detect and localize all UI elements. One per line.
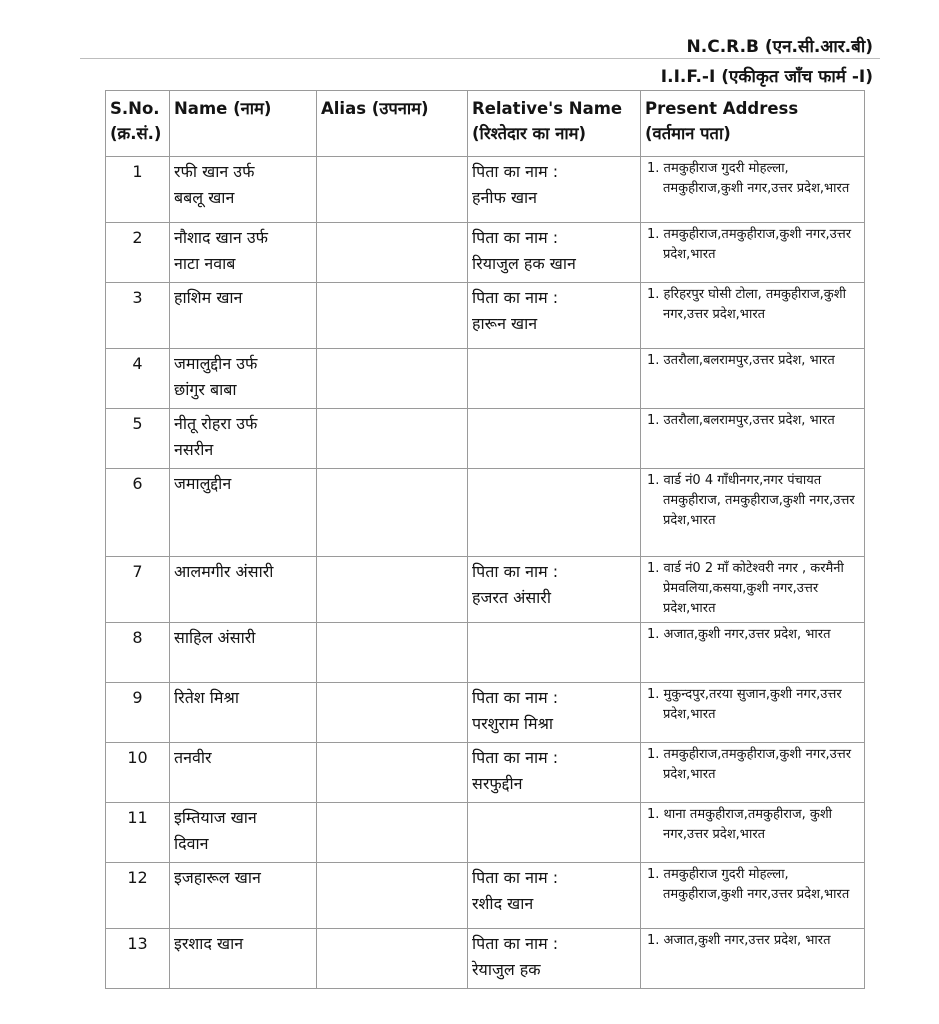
- table-row: [106, 743, 865, 803]
- header-label: S.No.: [110, 99, 160, 118]
- cell-alias: [317, 863, 468, 929]
- agency-title: N.C.R.B (एन.सी.आर.बी): [686, 37, 873, 57]
- cell-relative: [468, 283, 641, 349]
- header-label: Name (नाम): [174, 99, 272, 118]
- cell-address: [641, 683, 865, 743]
- relative-line: पिता का नाम :: [472, 162, 559, 181]
- cell-address: [641, 223, 865, 283]
- cell-name: [170, 469, 317, 557]
- address-text: 1. थाना तमकुहीराज,तमकुहीराज, कुशी नगर,उत्तर प्रदेश,भारत: [647, 807, 833, 842]
- cell-sno: 9: [106, 683, 170, 743]
- cell-relative: [468, 929, 641, 989]
- name-line: जमालुद्दीन उर्फ: [174, 354, 258, 373]
- cell-alias: [317, 157, 468, 223]
- table-row: [106, 623, 865, 683]
- cell-relative: [468, 623, 641, 683]
- cell-address: [641, 157, 865, 223]
- cell-name: [170, 623, 317, 683]
- accused-table: [105, 90, 865, 989]
- table-row: [106, 283, 865, 349]
- table-row: [106, 223, 865, 283]
- cell-alias: [317, 803, 468, 863]
- col-header-address: [641, 91, 865, 157]
- cell-name: [170, 157, 317, 223]
- relative-line: पिता का नाम :: [472, 288, 559, 307]
- address-text: 1. उतरौला,बलरामपुर,उत्तर प्रदेश, भारत: [647, 353, 835, 368]
- relative-line: पिता का नाम :: [472, 562, 559, 581]
- cell-relative: [468, 223, 641, 283]
- name-line: आलमगीर अंसारी: [174, 562, 274, 581]
- name-line: इम्तियाज खान: [174, 808, 257, 827]
- cell-alias: [317, 409, 468, 469]
- table-row: [106, 803, 865, 863]
- cell-sno: 5: [106, 409, 170, 469]
- cell-relative: [468, 683, 641, 743]
- cell-sno: 8: [106, 623, 170, 683]
- relative-line: हारून खान: [472, 314, 538, 333]
- cell-sno: 12: [106, 863, 170, 929]
- table-row: [106, 557, 865, 623]
- cell-sno: 10: [106, 743, 170, 803]
- cell-alias: [317, 223, 468, 283]
- name-line: इरशाद खान: [174, 934, 244, 953]
- header-label: Alias (उपनाम): [321, 99, 429, 118]
- name-line: बबलू खान: [174, 188, 235, 207]
- cell-alias: [317, 557, 468, 623]
- name-line: रफी खान उर्फ: [174, 162, 255, 181]
- relative-line: परशुराम मिश्रा: [472, 714, 554, 733]
- address-text: 1. तमकुहीराज,तमकुहीराज,कुशी नगर,उत्तर प्रदेश,भारत: [647, 227, 852, 262]
- name-line: साहिल अंसारी: [174, 628, 256, 647]
- cell-sno: 7: [106, 557, 170, 623]
- table-row: [106, 469, 865, 557]
- cell-sno: 11: [106, 803, 170, 863]
- name-line: नसरीन: [174, 440, 214, 459]
- address-text: 1. तमकुहीराज गुदरी मोहल्ला, तमकुहीराज,कुशी नगर,उत्तर प्रदेश,भारत: [647, 161, 850, 196]
- col-header-name: [170, 91, 317, 157]
- header-rule: [80, 58, 880, 59]
- cell-address: [641, 349, 865, 409]
- name-line: नीतू रोहरा उर्फ: [174, 414, 258, 433]
- cell-name: [170, 349, 317, 409]
- name-line: छांगुर बाबा: [174, 380, 237, 399]
- address-text: 1. वार्ड नं0 4 गाँधीनगर,नगर पंचायत तमकुहीराज, तमकुहीराज,कुशी नगर,उत्तर प्रदेश,भारत: [647, 473, 855, 528]
- cell-name: [170, 557, 317, 623]
- relative-line: पिता का नाम :: [472, 934, 559, 953]
- cell-relative: [468, 409, 641, 469]
- cell-address: [641, 557, 865, 623]
- name-line: जमालुद्दीन: [174, 474, 232, 493]
- col-header-sno: [106, 91, 170, 157]
- relative-line: सरफुद्दीन: [472, 774, 523, 793]
- cell-name: [170, 743, 317, 803]
- table-row: [106, 409, 865, 469]
- name-line: हाशिम खान: [174, 288, 243, 307]
- cell-address: [641, 929, 865, 989]
- name-line: नाटा नवाब: [174, 254, 236, 273]
- relative-line: पिता का नाम :: [472, 868, 559, 887]
- cell-alias: [317, 349, 468, 409]
- cell-relative: [468, 863, 641, 929]
- relative-line: पिता का नाम :: [472, 688, 559, 707]
- cell-relative: [468, 557, 641, 623]
- cell-relative: [468, 803, 641, 863]
- cell-name: [170, 409, 317, 469]
- cell-sno: 13: [106, 929, 170, 989]
- address-text: 1. अजात,कुशी नगर,उत्तर प्रदेश, भारत: [647, 933, 831, 948]
- relative-line: रेयाजुल हक: [472, 960, 541, 979]
- header-label: (रिश्तेदार का नाम): [472, 124, 587, 143]
- cell-address: [641, 409, 865, 469]
- table-row: [106, 157, 865, 223]
- table-row: [106, 683, 865, 743]
- table-row: [106, 929, 865, 989]
- cell-alias: [317, 929, 468, 989]
- relative-line: पिता का नाम :: [472, 748, 559, 767]
- address-text: 1. तमकुहीराज गुदरी मोहल्ला, तमकुहीराज,कुशी नगर,उत्तर प्रदेश,भारत: [647, 867, 850, 902]
- name-line: इजहारूल खान: [174, 868, 261, 887]
- table-header-row: [106, 91, 865, 157]
- name-line: नौशाद खान उर्फ: [174, 228, 268, 247]
- cell-alias: [317, 683, 468, 743]
- table-row: [106, 863, 865, 929]
- cell-sno: 4: [106, 349, 170, 409]
- address-text: 1. वार्ड नं0 2 माँ कोटेश्वरी नगर , करमैनी प्रेमवलिया,कसया,कुशी नगर,उत्तर प्रदेश,भारत: [647, 561, 844, 616]
- cell-relative: [468, 743, 641, 803]
- cell-sno: 3: [106, 283, 170, 349]
- cell-alias: [317, 743, 468, 803]
- cell-relative: [468, 469, 641, 557]
- header-label: Present Address: [645, 99, 799, 118]
- cell-name: [170, 223, 317, 283]
- relative-line: पिता का नाम :: [472, 228, 559, 247]
- cell-address: [641, 623, 865, 683]
- cell-name: [170, 863, 317, 929]
- address-text: 1. उतरौला,बलरामपुर,उत्तर प्रदेश, भारत: [647, 413, 835, 428]
- cell-sno: 1: [106, 157, 170, 223]
- relative-line: रशीद खान: [472, 894, 534, 913]
- col-header-relative: [468, 91, 641, 157]
- header-label: (वर्तमान पता): [645, 124, 731, 143]
- name-line: रितेश मिश्रा: [174, 688, 239, 707]
- cell-address: [641, 469, 865, 557]
- cell-relative: [468, 349, 641, 409]
- cell-address: [641, 863, 865, 929]
- cell-name: [170, 929, 317, 989]
- name-line: तनवीर: [174, 748, 212, 767]
- cell-alias: [317, 283, 468, 349]
- relative-line: हनीफ खान: [472, 188, 538, 207]
- table-row: [106, 349, 865, 409]
- address-text: 1. तमकुहीराज,तमकुहीराज,कुशी नगर,उत्तर प्रदेश,भारत: [647, 747, 852, 782]
- cell-alias: [317, 469, 468, 557]
- address-text: 1. मुकुन्दपुर,तरया सुजान,कुशी नगर,उत्तर प्रदेश,भारत: [647, 687, 842, 722]
- form-title: I.I.F.-I (एकीकृत जाँच फार्म -I): [660, 67, 873, 87]
- header-label: (क्र.सं.): [110, 124, 162, 143]
- cell-address: [641, 743, 865, 803]
- cell-address: [641, 283, 865, 349]
- cell-relative: [468, 157, 641, 223]
- address-text: 1. हरिहरपुर घोसी टोला, तमकुहीराज,कुशी नगर,उत्तर प्रदेश,भारत: [647, 287, 846, 322]
- name-line: दिवान: [174, 834, 209, 853]
- cell-sno: 6: [106, 469, 170, 557]
- cell-address: [641, 803, 865, 863]
- cell-sno: 2: [106, 223, 170, 283]
- relative-line: रियाजुल हक खान: [472, 254, 576, 273]
- cell-name: [170, 683, 317, 743]
- col-header-alias: [317, 91, 468, 157]
- cell-alias: [317, 623, 468, 683]
- cell-name: [170, 283, 317, 349]
- header-label: Relative's Name: [472, 99, 623, 118]
- address-text: 1. अजात,कुशी नगर,उत्तर प्रदेश, भारत: [647, 627, 831, 642]
- cell-name: [170, 803, 317, 863]
- relative-line: हजरत अंसारी: [472, 588, 551, 607]
